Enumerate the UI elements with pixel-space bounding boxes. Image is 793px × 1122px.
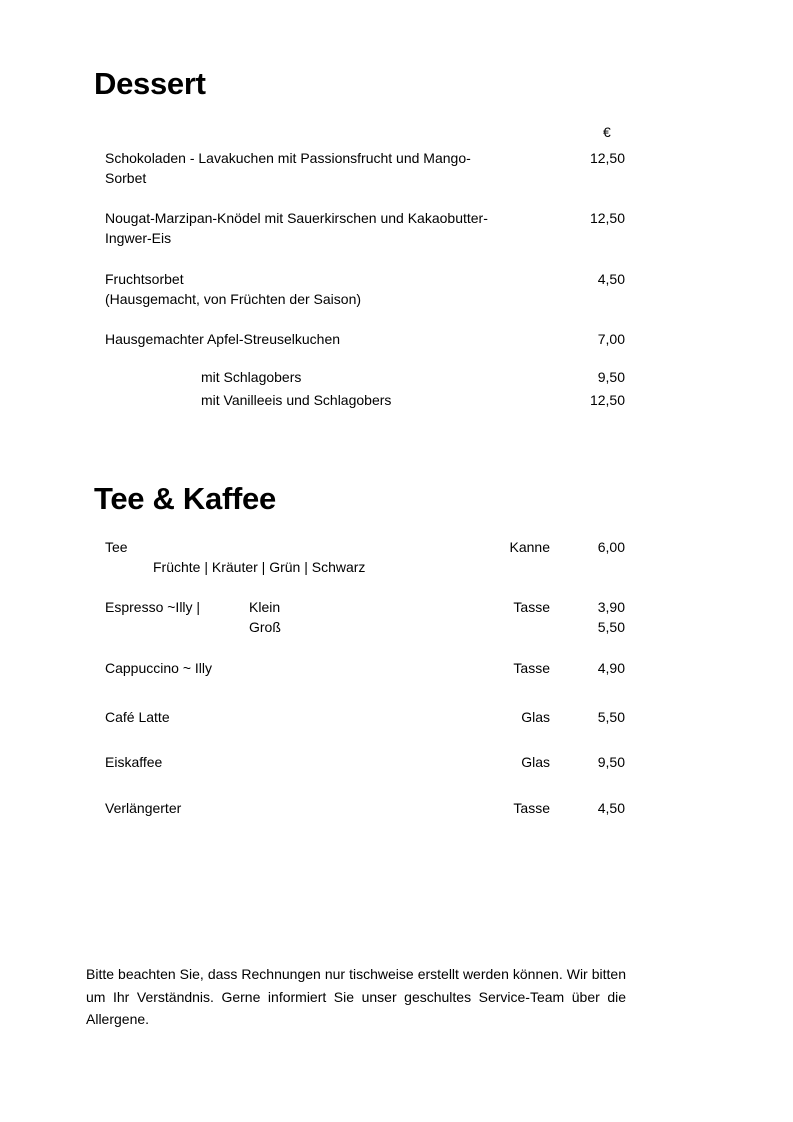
dessert-item-2-price: 12,50: [589, 210, 625, 226]
espresso-price-large: 5,50: [597, 619, 625, 635]
billing-allergen-note: Bitte beachten Sie, dass Rechnungen nur tischweise erstellt werden können. Wir bitten um Ihr Verständnis. Gerne informiert Sie unser geschultes Service-Team über die Allergene.: [86, 966, 626, 1027]
dessert-option-2-price: 12,50: [589, 392, 625, 408]
dessert-item-1-name-line1: Schokoladen - Lavakuchen mit Passionsfrucht und Mango-: [105, 150, 471, 166]
dessert-item-2-name-line2: Ingwer-Eis: [105, 230, 172, 246]
eiskaffee-unit: Glas: [521, 754, 550, 770]
espresso-size-large: Groß: [249, 619, 281, 635]
dessert-option-1-price: 9,50: [597, 369, 625, 385]
tee-varieties: Früchte | Kräuter | Grün | Schwarz: [153, 559, 366, 575]
cappuccino-name: Cappuccino ~ Illy: [105, 660, 213, 676]
tee-unit: Kanne: [509, 539, 550, 555]
verlaengerter-unit: Tasse: [513, 800, 550, 816]
dessert-item-3-price: 4,50: [597, 271, 625, 287]
espresso-price-small: 3,90: [597, 599, 625, 615]
verlaengerter-name: Verlängerter: [105, 800, 182, 816]
latte-unit: Glas: [521, 709, 550, 725]
espresso-name: Espresso ~Illy |: [105, 599, 201, 615]
espresso-unit: Tasse: [513, 599, 550, 615]
eiskaffee-price: 9,50: [597, 754, 625, 770]
dessert-item-3-name-line1: Fruchtsorbet: [105, 271, 184, 287]
cappuccino-unit: Tasse: [513, 660, 550, 676]
dessert-option-2-label: mit Vanilleeis und Schlagobers: [201, 392, 392, 408]
verlaengerter-price: 4,50: [597, 800, 625, 816]
dessert-item-1-price: 12,50: [589, 150, 625, 166]
currency-label: €: [603, 124, 611, 140]
dessert-item-3-name-line2: (Hausgemacht, von Früchten der Saison): [105, 291, 362, 307]
dessert-heading: Dessert: [94, 66, 206, 101]
coffee-heading: Tee & Kaffee: [94, 481, 276, 516]
cappuccino-price: 4,90: [597, 660, 625, 676]
dessert-item-2-name-line1: Nougat-Marzipan-Knödel mit Sauerkirschen und Kakaobutter-: [105, 210, 488, 226]
latte-price: 5,50: [597, 709, 625, 725]
tee-price: 6,00: [597, 539, 625, 555]
tee-name: Tee: [105, 539, 128, 555]
espresso-size-small: Klein: [249, 599, 281, 615]
dessert-item-1-name-line2: Sorbet: [105, 170, 147, 186]
dessert-item-4-name: Hausgemachter Apfel-Streuselkuchen: [105, 331, 341, 347]
dessert-option-1-label: mit Schlagobers: [201, 369, 302, 385]
eiskaffee-name: Eiskaffee: [105, 754, 163, 770]
latte-name: Café Latte: [105, 709, 170, 725]
dessert-item-4-price: 7,00: [597, 331, 625, 347]
